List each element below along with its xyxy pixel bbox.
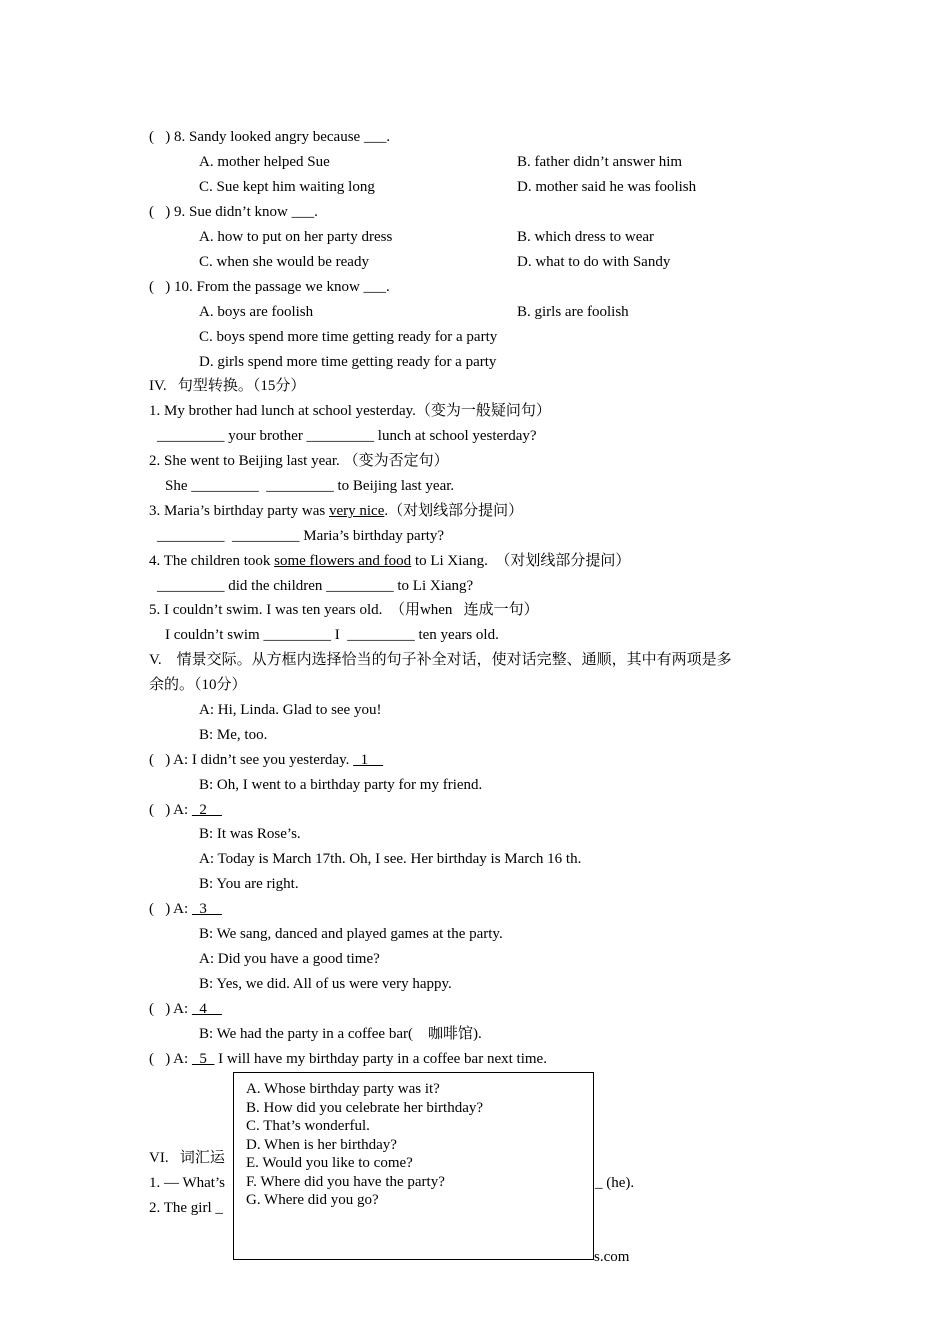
s6-item1-start: 1. — What’s [149,1175,225,1191]
dialog-line: B: Oh, I went to a birthday party for my friend. [199,777,483,793]
section-5-heading-cont: 余的。（10分） [149,677,247,693]
q8-option-a: A. mother helped Sue [199,154,330,170]
q10-stem: ( ) 10. From the passage we know ___. [149,279,390,295]
dialog-blank-3: ( ) A: 3 [149,901,222,917]
dialog-line: B: You are right. [199,876,299,892]
dialog-blank-2: ( ) A: 2 [149,802,222,818]
section-6-heading: VI. 词汇运 [149,1150,225,1166]
s4-item3-answer: _________ _________ Maria’s birthday party? [157,528,445,544]
dialog-line: B: Yes, we did. All of us were very happy. [199,976,452,992]
option-f: F. Where did you have the party? [246,1174,445,1190]
q9-option-d: D. what to do with Sandy [517,254,671,270]
dialog-line: A: Today is March 17th. Oh, I see. Her birthday is March 16 th. [199,851,582,867]
dialog-line: A: Did you have a good time? [199,951,380,967]
dialog-blank-5: ( ) A: 5 I will have my birthday party in a coffee bar next time. [149,1051,547,1067]
q9-stem: ( ) 9. Sue didn’t know ___. [149,204,318,220]
q8-option-c: C. Sue kept him waiting long [199,179,375,195]
option-a: A. Whose birthday party was it? [246,1081,440,1097]
option-b: B. How did you celebrate her birthday? [246,1100,484,1116]
dialog-blank-4: ( ) A: 4 [149,1001,222,1017]
option-c: C. That’s wonderful. [246,1118,370,1134]
s4-item3-question: 3. Maria’s birthday party was very nice.（对划线部分提问） [149,503,524,519]
dialog-line: B: Me, too. [199,727,268,743]
option-e: E. Would you like to come? [246,1155,413,1171]
s6-item1-end: _ (he). [595,1175,635,1191]
s4-item5-question: 5. I couldn’t swim. I was ten years old. （用when 连成一句） [149,602,539,618]
dialog-line: B: We sang, danced and played games at the party. [199,926,503,942]
q10-option-b: B. girls are foolish [517,304,629,320]
q10-option-a: A. boys are foolish [199,304,314,320]
q8-option-b: B. father didn’t answer him [517,154,683,170]
s4-item2-answer: She _________ _________ to Beijing last year. [165,478,455,494]
s4-item5-answer: I couldn’t swim _________ I _________ ten years old. [165,627,499,643]
s6-item2-start: 2. The girl _ [149,1200,223,1216]
option-g: G. Where did you go? [246,1192,379,1208]
footer-fragment: s.com [594,1249,630,1265]
dialog-line: B: We had the party in a coffee bar( 咖啡馆). [199,1026,482,1042]
s4-item2-question: 2. She went to Beijing last year. （变为否定句） [149,453,449,469]
q10-option-c: C. boys spend more time getting ready for a party [199,329,498,345]
s4-item1-question: 1. My brother had lunch at school yesterday.（变为一般疑问句） [149,403,551,419]
s4-item4-question: 4. The children took some flowers and food to Li Xiang. （对划线部分提问） [149,553,631,569]
q9-option-c: C. when she would be ready [199,254,369,270]
dialog-blank-1: ( ) A: I didn’t see you yesterday. 1 [149,752,384,768]
q9-option-b: B. which dress to wear [517,229,655,245]
q8-option-d: D. mother said he was foolish [517,179,697,195]
section-5-heading: V. 情景交际。从方框内选择恰当的句子补全对话，使对话完整、通顺，其中有两项是多 [149,652,732,668]
dialog-line: B: It was Rose’s. [199,826,301,842]
q9-option-a: A. how to put on her party dress [199,229,393,245]
s4-item4-answer: _________ did the children _________ to Li Xiang? [157,578,474,594]
option-d: D. When is her birthday? [246,1137,397,1153]
dialog-line: A: Hi, Linda. Glad to see you! [199,702,382,718]
q10-option-d: D. girls spend more time getting ready for a party [199,354,497,370]
options-box [233,1072,594,1260]
q8-stem: ( ) 8. Sandy looked angry because ___. [149,129,391,145]
s4-item1-answer: _________ your brother _________ lunch at school yesterday? [157,428,537,444]
section-4-heading: IV. 句型转换。（15分） [149,378,306,394]
